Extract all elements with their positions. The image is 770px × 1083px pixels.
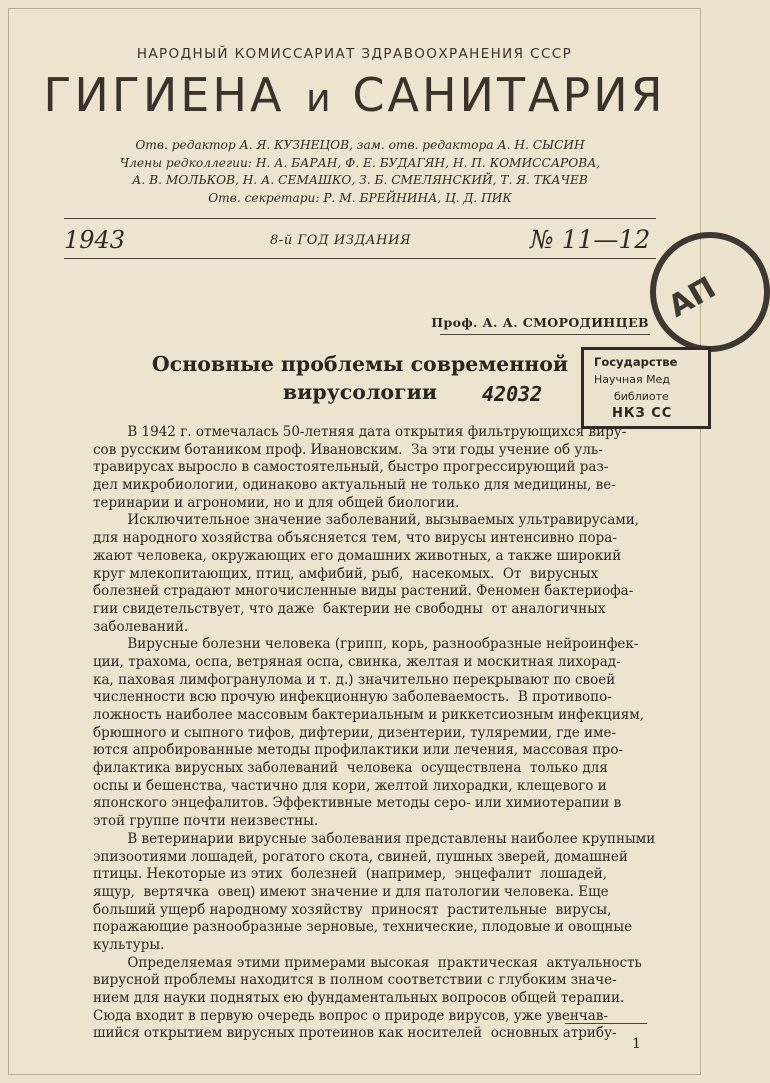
- issue-edition: 8-й ГОД ИЗДАНИЯ: [270, 233, 412, 248]
- body-line: заболеваний.: [93, 618, 189, 635]
- body-line: ящур, вертячка овец) имеют значение и для патологии человека. Еще: [93, 883, 609, 900]
- body-line: В ветеринарии вирусные заболевания представлены наиболее крупными: [93, 830, 656, 847]
- body-line: для народного хозяйства объясняется тем, что вирусы интенсивно пора-: [93, 530, 617, 547]
- body-line: нием для науки поднятых ею фундаментальных вопросов общей терапии.: [93, 990, 625, 1006]
- body-line: сов русским ботаником проф. Ивановским. За эти годы учение об уль-: [93, 441, 603, 458]
- body-line: дел микробиологии, одинаково актуальный не только для медицины, ве-: [93, 477, 616, 494]
- editorial-board-line: Отв. секретари: Р. М. БРЕЙНИНА, Ц. Д. ПИК: [208, 190, 512, 205]
- library-stamp-line: Научная Мед: [594, 373, 670, 386]
- body-line: Вирусные болезни человека (грипп, корь, разнообразные нейроинфек-: [93, 636, 639, 653]
- library-stamp: [581, 347, 711, 429]
- body-line: болезней страдают многочисленные виды растений. Феномен бактериофа-: [93, 583, 634, 600]
- body-line: ции, трахома, оспа, ветряная оспа, свинка, желтая и москитная лихорад-: [93, 653, 621, 670]
- editorial-board: [30, 137, 690, 207]
- article-body: [93, 424, 656, 1043]
- editorial-board-line: Отв. редактор А. Я. КУЗНЕЦОВ, зам. отв. редактора А. Н. СЫСИН: [135, 138, 585, 152]
- library-stamp-line: НКЗ СС: [612, 406, 673, 421]
- body-line: Сюда входит в первую очередь вопрос о природе вирусов, уже увенчав-: [93, 1007, 609, 1024]
- page-number: 1: [632, 1036, 641, 1052]
- body-line: птицы. Некоторые из этих болезней (например, энцефалит лошадей,: [93, 866, 608, 883]
- article-title-line1: Основные проблемы современной: [151, 352, 569, 376]
- journal-title: [0, 68, 709, 122]
- body-line: этой группе почти неизвестны.: [93, 813, 319, 830]
- body-line: ложность наиболее массовым бактериальным и риккетсиозным инфекциям,: [93, 707, 645, 723]
- issue-number: № 11—12: [530, 225, 651, 254]
- body-line: круг млекопитающих, птиц, амфибий, рыб, насекомых. От вирусных: [93, 565, 599, 582]
- body-line: вирусной проблемы находится в полном соответствии с глубоким значе-: [93, 972, 617, 989]
- author-underline: [440, 334, 650, 335]
- editorial-board-line: А. В. МОЛЬКОВ, Н. А. СЕМАШКО, З. Б. СМЕЛЯНСКИЙ, Т. Я. ТКАЧЕВ: [132, 173, 588, 187]
- ministry-heading: НАРОДНЫЙ КОМИССАРИАТ ЗДРАВООХРАНЕНИЯ СССР: [136, 46, 573, 62]
- body-line: численности всю прочую инфекционную заболеваемость. В противопо-: [93, 689, 612, 706]
- library-stamp-line: библиоте: [614, 390, 669, 403]
- body-line: гии свидетельствует, что даже бактерии не свободны от аналогичных: [93, 600, 606, 617]
- journal-title-part2: САНИТАРИЯ: [352, 68, 666, 122]
- header-divider-bottom: [64, 258, 656, 259]
- body-line: Определяемая этими примерами высокая практическая актуальность: [93, 954, 642, 971]
- body-line: оспы и бешенства, частично для кори, желтой лихорадки, клещевого и: [93, 777, 607, 794]
- body-line: жают человека, окружающих его домашних животных, а также широкий: [93, 547, 622, 564]
- body-line: филактика вирусных заболеваний человека осуществлена только для: [93, 760, 608, 777]
- body-line: шийся открытием вирусных протеинов как носителей основных атрибу-: [93, 1025, 617, 1042]
- body-line: поражающие разнообразные зерновые, технические, плодовые и овощные: [93, 919, 633, 936]
- body-line: ка, паховая лимфогранулома и т. д.) значительно перекрывают по своей: [93, 671, 616, 688]
- body-line: эпизоотиями лошадей, рогатого скота, свиней, пушных зверей, домашней: [93, 848, 628, 865]
- body-line: В 1942 г. отмечалась 50-летняя дата открытия фильтрующихся виру-: [93, 424, 627, 440]
- body-line: ются апробированные методы профилактики или лечения, массовая про-: [93, 742, 624, 759]
- editorial-board-line: Члены редколлегии: Н. А. БАРАН, Ф. Е. БУДАГЯН, Н. П. КОМИССАРОВА,: [119, 155, 601, 170]
- body-line: Исключительное значение заболеваний, вызываемых ультравирусами,: [93, 512, 640, 529]
- body-line: теринарии и агрономии, но и для общей биологии.: [93, 494, 460, 511]
- article-title-line2: вирусологии: [282, 380, 438, 404]
- article-author: Проф. А. А. СМОРОДИНЦЕВ: [431, 315, 649, 330]
- footer-rule: [565, 1023, 647, 1024]
- body-line: брюшного и сыпного тифов, дифтерии, дизентерии, туляремии, где име-: [93, 724, 617, 741]
- body-line: травирусах выросло в самостоятельный, быстро прогрессирующий раз-: [93, 459, 609, 476]
- header-divider-top: [64, 218, 656, 219]
- journal-title-part1: ГИГИЕНА: [43, 68, 285, 122]
- body-line: культуры.: [93, 936, 165, 953]
- body-line: больший ущерб народному хозяйству приносят растительные вирусы,: [93, 901, 612, 918]
- library-stamp-line: Государстве: [594, 355, 678, 369]
- handwritten-inventory-number: 42032: [482, 382, 543, 406]
- issue-year: 1943: [64, 226, 126, 254]
- body-line: японского энцефалитов. Эффективные методы серо- или химиотерапии в: [93, 795, 622, 812]
- journal-title-conjunction: и: [306, 76, 331, 120]
- round-stamp-text: АП: [662, 270, 722, 325]
